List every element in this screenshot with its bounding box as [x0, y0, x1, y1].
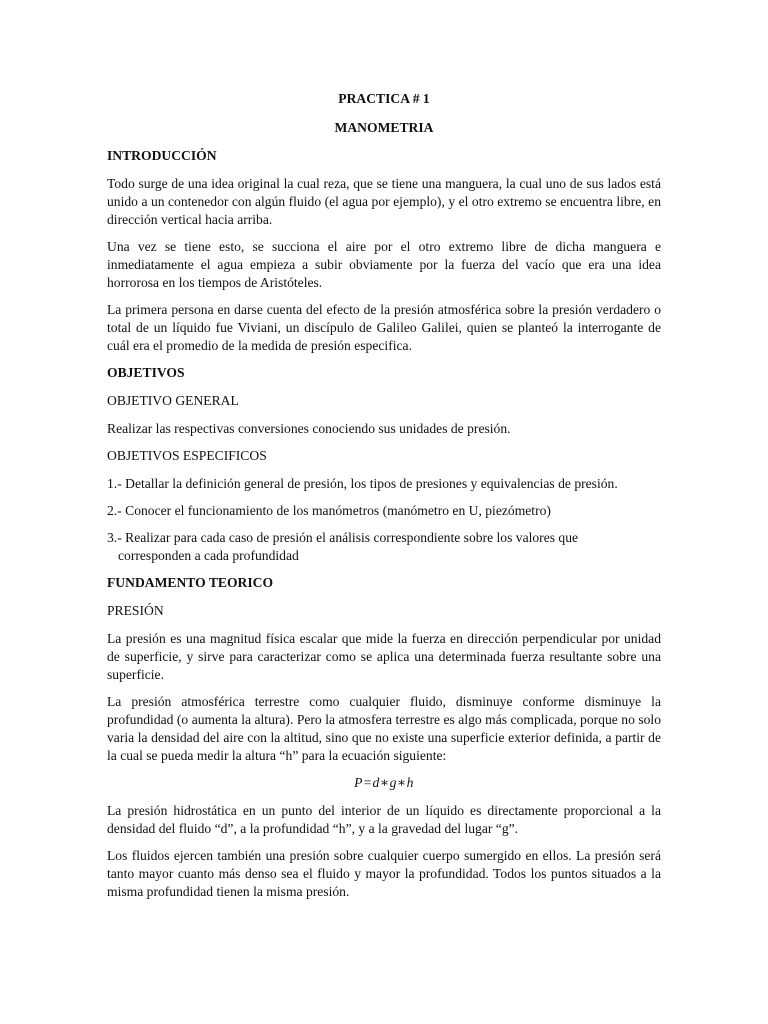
heading-objetivo-general: OBJETIVO GENERAL [107, 393, 239, 408]
intro-paragraph-3: La primera persona en darse cuenta del efecto de la presión atmosférica sobre la presión verdadero o total de un líquido fue Viviani, un discípulo de Galileo Galilei, quien se planteó la interrogante de cuál era el promedio de la medida de presión especifica. [107, 302, 661, 353]
heading-presion: PRESIÓN [107, 603, 164, 618]
objetivo-especifico-3 [107, 529, 661, 565]
heading-fundamento-teorico: FUNDAMENTO TEORICO [107, 575, 274, 590]
fundamento-paragraph-1: La presión es una magnitud física escalar que mide la fuerza en dirección perpendicular por unidad de superficie, y sirve para caracterizar como se aplica una determinada fuerza resultante sobre una superficie. [107, 631, 661, 682]
fundamento-paragraph-2: La presión atmosférica terrestre como cualquier fluido, disminuye conforme disminuye la profundidad (o aumenta la altura). Pero la atmosfera terrestre es algo más complicada, porque no solo varia la densidad del aire con la altitud, sino que no existe una superficie exterior definida, a partir de la cual se pueda medir la altura “h” para la ecuación siguiente: [107, 694, 661, 763]
heading-introduccion: INTRODUCCIÓN [107, 148, 217, 163]
objetivo-especifico-2: 2.- Conocer el funcionamiento de los manómetros (manómetro en U, piezómetro) [107, 503, 551, 518]
heading-objetivos-especificos: OBJETIVOS ESPECIFICOS [107, 448, 267, 463]
fundamento-paragraph-3: La presión hidrostática en un punto del interior de un líquido es directamente proporcional a la densidad del fluido “d”, a la profundidad “h”, y a la gravedad del lugar “g”. [107, 803, 661, 836]
intro-paragraph-1: Todo surge de una idea original la cual reza, que se tiene una manguera, la cual uno de sus lados está unido a un contenedor con algún fluido (el agua por ejemplo), y el otro extremo se encuentra libre, en dirección vertical hacia arriba. [107, 176, 661, 227]
document-title: PRACTICA # 1 [338, 91, 430, 106]
document-subtitle: MANOMETRIA [334, 120, 434, 135]
pressure-formula: P=d∗g∗h [354, 775, 414, 790]
document-page [107, 90, 661, 910]
objetivo-especifico-3-line1: 3.- Realizar para cada caso de presión el análisis correspondiente sobre los valores que [107, 530, 579, 545]
heading-objetivos: OBJETIVOS [107, 365, 185, 380]
objetivo-general-text: Realizar las respectivas conversiones conociendo sus unidades de presión. [107, 421, 511, 436]
objetivo-especifico-1: 1.- Detallar la definición general de presión, los tipos de presiones y equivalencias de presión. [107, 476, 618, 491]
objetivo-especifico-3-line2: corresponden a cada profundidad [118, 548, 299, 563]
fundamento-paragraph-4: Los fluidos ejercen también una presión sobre cualquier cuerpo sumergido en ellos. La presión será tanto mayor cuanto más denso sea el fluido y mayor la profundidad. Todos los puntos situados a la misma profundidad tienen la misma presión. [107, 848, 661, 899]
intro-paragraph-2: Una vez se tiene esto, se succiona el aire por el otro extremo libre de dicha manguera e inmediatamente el agua empieza a subir obviamente por la fuerza del vacío que era una idea horrorosa en los tiempos de Aristóteles. [107, 239, 661, 290]
